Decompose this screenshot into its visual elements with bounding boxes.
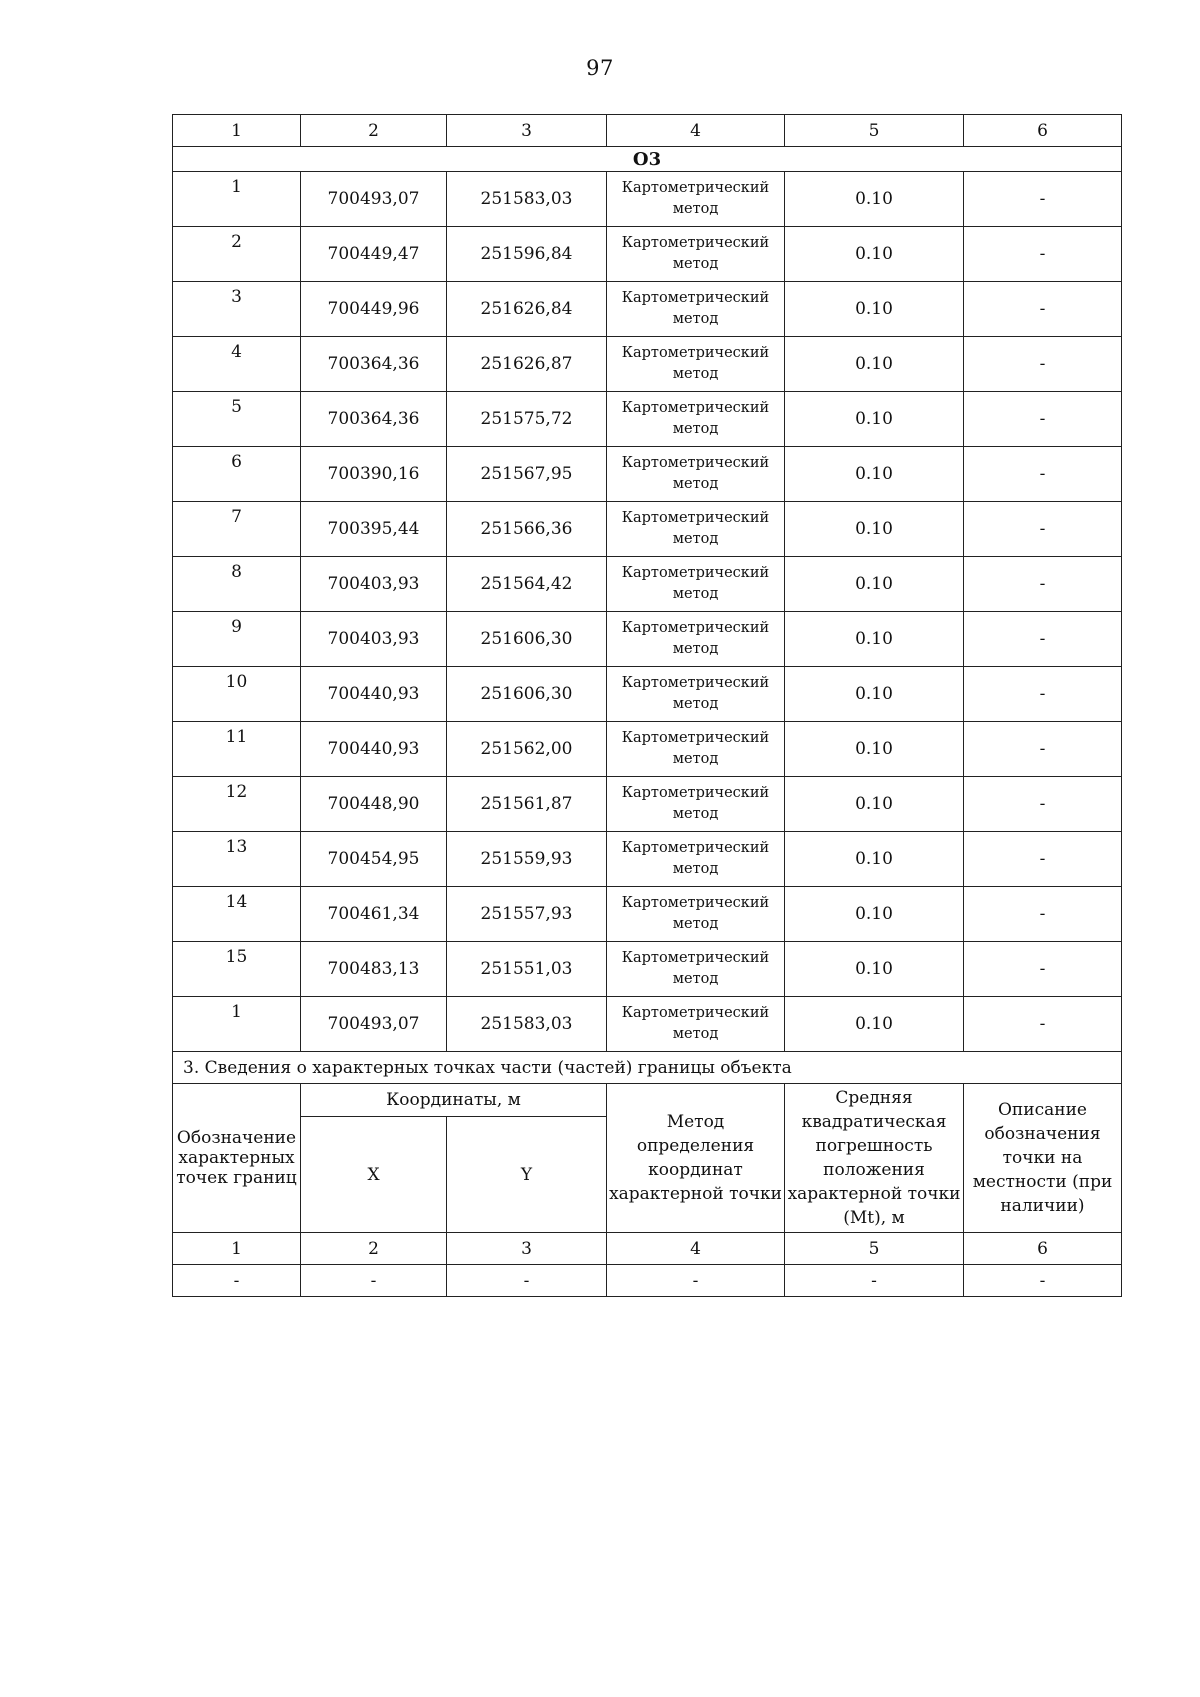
method-cell: Картометрический метод: [607, 172, 785, 227]
column-number: 1: [173, 1233, 301, 1265]
empty-cell: -: [785, 1265, 964, 1297]
empty-cell: -: [607, 1265, 785, 1297]
method-cell: Картометрический метод: [607, 612, 785, 667]
header-x: X: [301, 1117, 447, 1233]
mean-error-cell: 0.10: [785, 832, 964, 887]
mean-error-cell: 0.10: [785, 172, 964, 227]
description-cell: -: [964, 887, 1122, 942]
mean-error-cell: 0.10: [785, 942, 964, 997]
point-number-cell: 15: [173, 942, 301, 997]
column-number: 4: [607, 1233, 785, 1265]
mean-error-cell: 0.10: [785, 392, 964, 447]
part-column-number-row: [173, 1233, 1122, 1265]
part-empty-row: [173, 1265, 1122, 1297]
description-cell: -: [964, 777, 1122, 832]
mean-error-cell: 0.10: [785, 447, 964, 502]
column-number: 3: [447, 115, 607, 147]
column-number: 4: [607, 115, 785, 147]
column-number: 3: [447, 1233, 607, 1265]
method-cell: Картометрический метод: [607, 667, 785, 722]
part-header-row: [173, 1084, 1122, 1117]
y-coordinate-cell: 251606,30: [447, 612, 607, 667]
point-number-cell: 9: [173, 612, 301, 667]
point-number-cell: 12: [173, 777, 301, 832]
description-cell: -: [964, 447, 1122, 502]
x-coordinate-cell: 700364,36: [301, 337, 447, 392]
header-description: Описание обозначения точки на местности (при наличии): [964, 1084, 1122, 1233]
mean-error-cell: 0.10: [785, 557, 964, 612]
part-section-caption: 3. Сведения о характерных точках части (частей) границы объекта: [173, 1052, 1122, 1084]
table-row: [173, 997, 1122, 1052]
y-coordinate-cell: 251575,72: [447, 392, 607, 447]
table-row: [173, 722, 1122, 777]
page-number: 97: [586, 56, 614, 80]
x-coordinate-cell: 700493,07: [301, 172, 447, 227]
column-number-row: [173, 115, 1122, 147]
point-number-cell: 8: [173, 557, 301, 612]
column-number: 6: [964, 1233, 1122, 1265]
description-cell: -: [964, 612, 1122, 667]
table-row: [173, 337, 1122, 392]
header-coordinates: Координаты, м: [301, 1084, 607, 1117]
description-cell: -: [964, 392, 1122, 447]
empty-cell: -: [964, 1265, 1122, 1297]
y-coordinate-cell: 251562,00: [447, 722, 607, 777]
x-coordinate-cell: 700493,07: [301, 997, 447, 1052]
mean-error-cell: 0.10: [785, 667, 964, 722]
mean-error-cell: 0.10: [785, 502, 964, 557]
table-row: [173, 777, 1122, 832]
header-point-designation: Обозначение характерных точек границ: [173, 1084, 301, 1233]
column-number: 5: [785, 1233, 964, 1265]
point-number-cell: 5: [173, 392, 301, 447]
description-cell: -: [964, 282, 1122, 337]
method-cell: Картометрический метод: [607, 777, 785, 832]
method-cell: Картометрический метод: [607, 997, 785, 1052]
table-row: [173, 667, 1122, 722]
x-coordinate-cell: 700390,16: [301, 447, 447, 502]
point-number-cell: 1: [173, 997, 301, 1052]
x-coordinate-cell: 700449,47: [301, 227, 447, 282]
x-coordinate-cell: 700395,44: [301, 502, 447, 557]
point-number-cell: 13: [173, 832, 301, 887]
x-coordinate-cell: 700461,34: [301, 887, 447, 942]
header-method: Метод определения координат характерной точки: [607, 1084, 785, 1233]
method-cell: Картометрический метод: [607, 887, 785, 942]
point-number-cell: 10: [173, 667, 301, 722]
mean-error-cell: 0.10: [785, 887, 964, 942]
description-cell: -: [964, 942, 1122, 997]
y-coordinate-cell: 251557,93: [447, 887, 607, 942]
method-cell: Картометрический метод: [607, 337, 785, 392]
y-coordinate-cell: 251551,03: [447, 942, 607, 997]
method-cell: Картометрический метод: [607, 502, 785, 557]
empty-cell: -: [173, 1265, 301, 1297]
point-number-cell: 2: [173, 227, 301, 282]
table-row: [173, 172, 1122, 227]
header-y: Y: [447, 1117, 607, 1233]
x-coordinate-cell: 700449,96: [301, 282, 447, 337]
table-row: [173, 502, 1122, 557]
y-coordinate-cell: 251583,03: [447, 172, 607, 227]
y-coordinate-cell: 251596,84: [447, 227, 607, 282]
description-cell: -: [964, 832, 1122, 887]
method-cell: Картометрический метод: [607, 227, 785, 282]
mean-error-cell: 0.10: [785, 612, 964, 667]
description-cell: -: [964, 667, 1122, 722]
method-cell: Картометрический метод: [607, 722, 785, 777]
method-cell: Картометрический метод: [607, 832, 785, 887]
description-cell: -: [964, 172, 1122, 227]
mean-error-cell: 0.10: [785, 722, 964, 777]
mean-error-cell: 0.10: [785, 282, 964, 337]
description-cell: -: [964, 502, 1122, 557]
description-cell: -: [964, 722, 1122, 777]
table-row: [173, 557, 1122, 612]
column-number: 6: [964, 115, 1122, 147]
header-mean-error: Средняя квадратическая погрешность положения характерной точки (Mt), м: [785, 1084, 964, 1233]
point-number-cell: 3: [173, 282, 301, 337]
x-coordinate-cell: 700403,93: [301, 557, 447, 612]
method-cell: Картометрический метод: [607, 557, 785, 612]
x-coordinate-cell: 700364,36: [301, 392, 447, 447]
method-cell: Картометрический метод: [607, 942, 785, 997]
x-coordinate-cell: 700448,90: [301, 777, 447, 832]
x-coordinate-cell: 700483,13: [301, 942, 447, 997]
y-coordinate-cell: 251567,95: [447, 447, 607, 502]
method-cell: Картометрический метод: [607, 447, 785, 502]
method-cell: Картометрический метод: [607, 392, 785, 447]
section-label: О3: [173, 147, 1122, 172]
description-cell: -: [964, 997, 1122, 1052]
method-cell: Картометрический метод: [607, 282, 785, 337]
y-coordinate-cell: 251626,87: [447, 337, 607, 392]
table-row: [173, 832, 1122, 887]
x-coordinate-cell: 700440,93: [301, 667, 447, 722]
part-section-caption-row: [173, 1052, 1122, 1084]
point-number-cell: 14: [173, 887, 301, 942]
boundary-points-table: [172, 114, 1122, 1297]
table-row: [173, 227, 1122, 282]
column-number: 2: [301, 1233, 447, 1265]
point-number-cell: 1: [173, 172, 301, 227]
mean-error-cell: 0.10: [785, 337, 964, 392]
y-coordinate-cell: 251626,84: [447, 282, 607, 337]
y-coordinate-cell: 251566,36: [447, 502, 607, 557]
column-number: 1: [173, 115, 301, 147]
table-row: [173, 282, 1122, 337]
x-coordinate-cell: 700440,93: [301, 722, 447, 777]
table-row: [173, 392, 1122, 447]
point-number-cell: 11: [173, 722, 301, 777]
point-number-cell: 7: [173, 502, 301, 557]
y-coordinate-cell: 251564,42: [447, 557, 607, 612]
column-number: 2: [301, 115, 447, 147]
table-row: [173, 612, 1122, 667]
mean-error-cell: 0.10: [785, 997, 964, 1052]
x-coordinate-cell: 700454,95: [301, 832, 447, 887]
description-cell: -: [964, 557, 1122, 612]
mean-error-cell: 0.10: [785, 777, 964, 832]
point-number-cell: 4: [173, 337, 301, 392]
column-number: 5: [785, 115, 964, 147]
y-coordinate-cell: 251559,93: [447, 832, 607, 887]
table-row: [173, 887, 1122, 942]
y-coordinate-cell: 251561,87: [447, 777, 607, 832]
point-number-cell: 6: [173, 447, 301, 502]
x-coordinate-cell: 700403,93: [301, 612, 447, 667]
description-cell: -: [964, 337, 1122, 392]
y-coordinate-cell: 251606,30: [447, 667, 607, 722]
table-row: [173, 942, 1122, 997]
description-cell: -: [964, 227, 1122, 282]
table-row: [173, 447, 1122, 502]
empty-cell: -: [301, 1265, 447, 1297]
section-row: [173, 147, 1122, 172]
empty-cell: -: [447, 1265, 607, 1297]
y-coordinate-cell: 251583,03: [447, 997, 607, 1052]
mean-error-cell: 0.10: [785, 227, 964, 282]
